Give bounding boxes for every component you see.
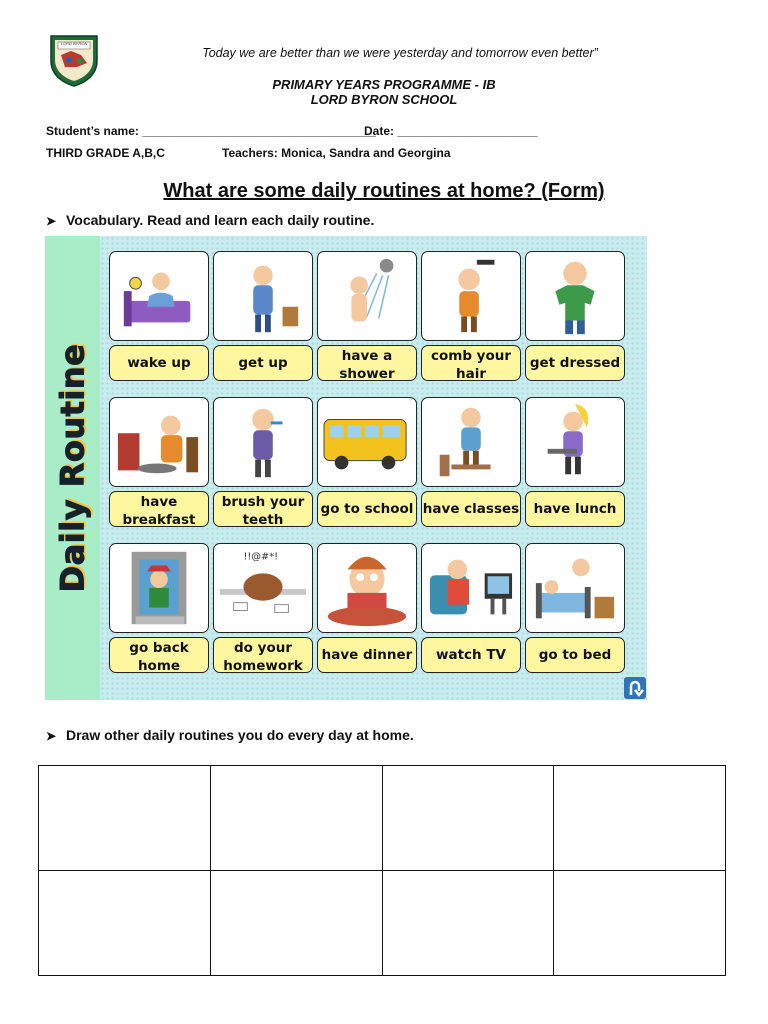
routine-label: go back home: [109, 637, 209, 673]
section-draw-text: Draw other daily routines you do every day at home.: [66, 727, 414, 743]
vertical-title-band: [45, 236, 100, 700]
routine-label: have breakfast: [109, 491, 209, 527]
lunch-tray-icon: [525, 397, 625, 487]
programme-name: PRIMARY YEARS PROGRAMME - IB: [272, 77, 496, 92]
routine-label: comb your hair: [421, 345, 521, 381]
bed-icon: [109, 251, 209, 341]
comb-icon: [421, 251, 521, 341]
svg-text:!!@#*!: !!@#*!: [243, 551, 279, 563]
date-label: Date: _____________________: [364, 124, 538, 138]
routine-label: go to school: [317, 491, 417, 527]
routine-label: have classes: [421, 491, 521, 527]
routine-label: do your homework: [213, 637, 313, 673]
drawing-cell[interactable]: [210, 871, 382, 976]
student-name-label: Student’s name: ___________________________________: [46, 124, 376, 138]
dinner-plate-icon: [317, 543, 417, 633]
routine-label: go to bed: [525, 637, 625, 673]
routine-label: have dinner: [317, 637, 417, 673]
grid-row: [39, 766, 726, 871]
drawing-cell[interactable]: [39, 766, 211, 871]
shower-icon: [317, 251, 417, 341]
drawing-cell[interactable]: [554, 871, 726, 976]
motto: Today we are better than we were yesterday and tomorrow even better”: [202, 46, 598, 60]
drawing-cell[interactable]: [382, 871, 554, 976]
house-door-icon: [109, 543, 209, 633]
arrow-bullet-icon: ➤: [46, 214, 57, 228]
classroom-icon: [421, 397, 521, 487]
routine-label: wake up: [109, 345, 209, 381]
routine-label: watch TV: [421, 637, 521, 673]
school-bus-icon: [317, 397, 417, 487]
page-title-text: What are some daily routines at home? (Form): [163, 180, 605, 202]
person-yawning-icon: [213, 251, 313, 341]
toothbrush-icon: [213, 397, 313, 487]
grid-row: [39, 871, 726, 976]
section-draw: [46, 727, 414, 743]
school-name: LORD BYRON SCHOOL: [310, 92, 458, 107]
drawing-cell[interactable]: [39, 871, 211, 976]
homework-icon: [213, 543, 313, 633]
drawing-cell[interactable]: [382, 766, 554, 871]
tv-icon: [421, 543, 521, 633]
routine-label: brush your teeth: [213, 491, 313, 527]
logo-text: LORD BYRON: [60, 41, 88, 46]
routine-label: have a shower: [317, 345, 417, 381]
u-turn-arrow-icon[interactable]: [624, 677, 646, 699]
vertical-title: Daily Routine: [53, 343, 92, 593]
sleeping-icon: [525, 543, 625, 633]
programme-heading: [0, 77, 768, 107]
routine-label: get up: [213, 345, 313, 381]
section-vocab-text: Vocabulary. Read and learn each daily routine.: [66, 212, 375, 228]
page-title: [0, 180, 768, 203]
shirt-icon: [525, 251, 625, 341]
section-vocab: [46, 212, 374, 228]
teachers-label: Teachers: Monica, Sandra and Georgina: [222, 146, 451, 160]
drawing-grid: [38, 765, 726, 976]
arrow-bullet-icon: ➤: [46, 729, 57, 743]
routine-label: get dressed: [525, 345, 625, 381]
routine-label: have lunch: [525, 491, 625, 527]
grade-label: THIRD GRADE A,B,C: [46, 146, 165, 160]
breakfast-icon: [109, 397, 209, 487]
drawing-cell[interactable]: [210, 766, 382, 871]
drawing-cell[interactable]: [554, 766, 726, 871]
